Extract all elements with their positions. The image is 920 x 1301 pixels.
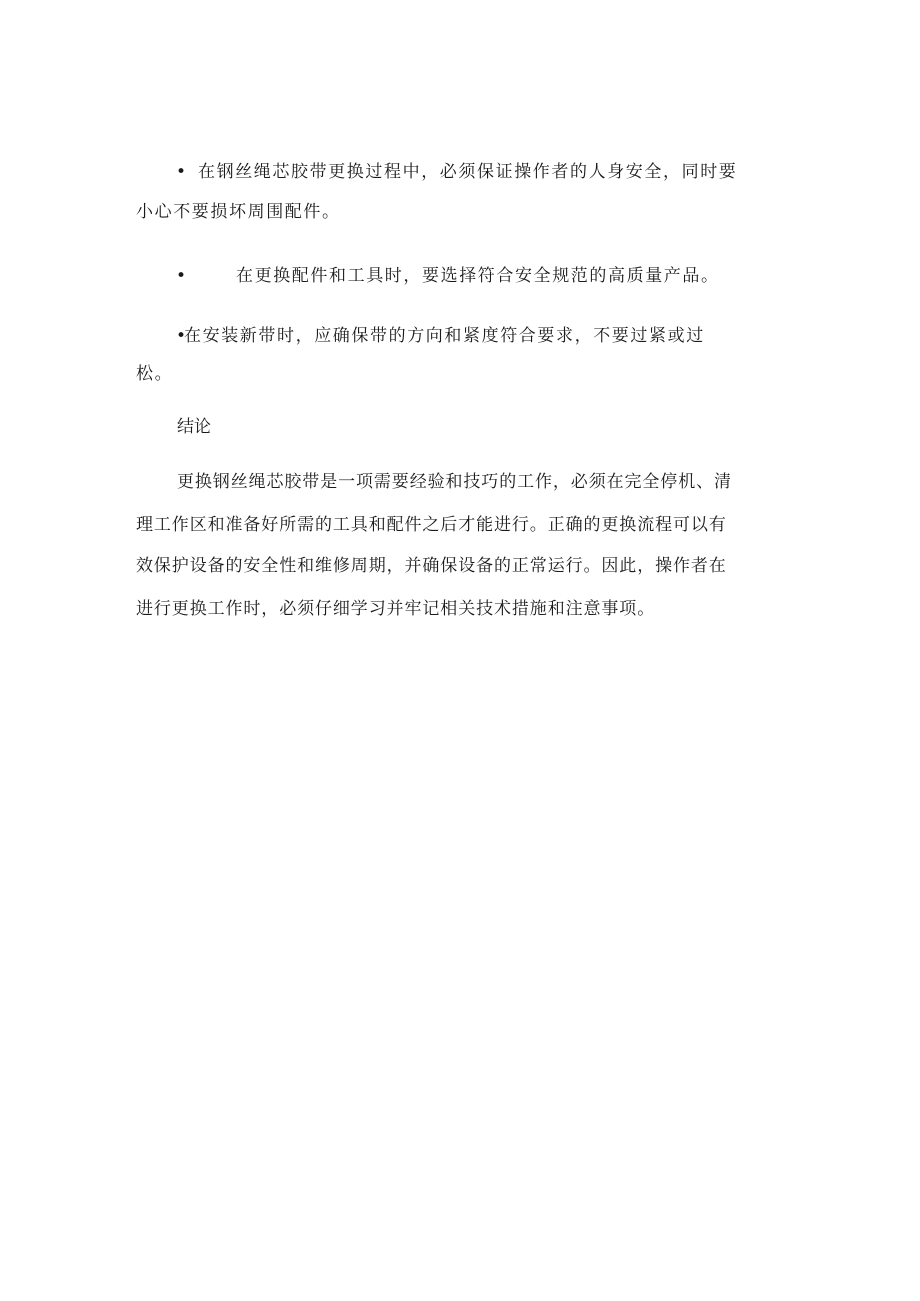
bullet-text-line: 在钢丝绳芯胶带更换过程中，必须保证操作者的人身安全，同时要 <box>198 162 738 182</box>
bullet-text-line: 在更换配件和工具时，要选择符合安全规范的高质量产品。 <box>236 266 720 286</box>
bullet-marker: • <box>176 266 187 286</box>
paragraph-line: 理工作区和准备好所需的工具和配件之后才能进行。正确的更换流程可以有 <box>136 515 727 535</box>
paragraph-line: 效保护设备的安全性和维修周期，并确保设备的正常运行。因此，操作者在 <box>136 556 727 576</box>
section-heading: 结论 <box>177 417 211 437</box>
paragraph-line: 更换钢丝绳芯胶带是一项需要经验和技巧的工作，必须在完全停机、清 <box>177 472 732 492</box>
bullet-marker: • <box>176 326 187 346</box>
bullet-text-line: 在安装新带时，应确保带的方向和紧度符合要求，不要过紧或过 <box>184 326 705 346</box>
bullet-text-line: 小心不要损坏周围配件。 <box>136 202 341 222</box>
bullet-marker: • <box>176 162 187 182</box>
bullet-text-line: 松。 <box>136 364 174 384</box>
paragraph-line: 进行更换工作时，必须仔细学习并牢记相关技术措施和注意事项。 <box>136 599 656 619</box>
